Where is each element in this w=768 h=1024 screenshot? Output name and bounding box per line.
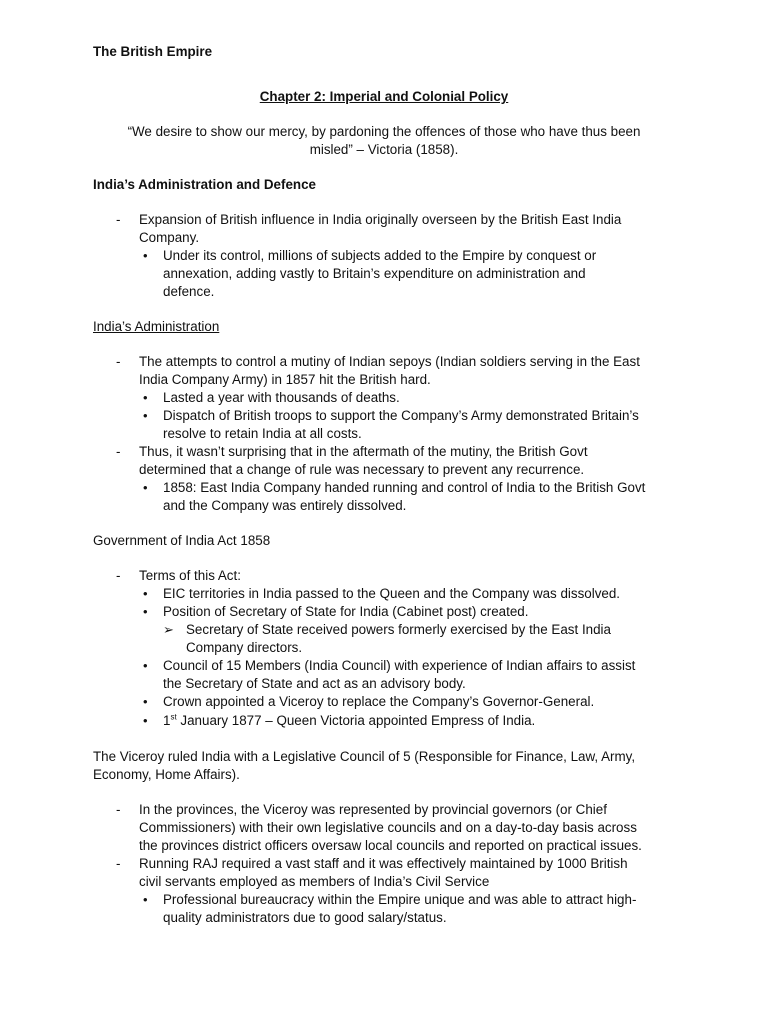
list-item-text: Company. [139,230,200,245]
list-item-text: the Secretary of State and act as an advisory body. [163,676,466,691]
list-item-text: Expansion of British influence in India originally overseen by the British East India [139,212,622,227]
list-item-text: India Company Army) in 1857 hit the British hard. [139,372,431,387]
bullet-marker: • [143,248,148,263]
bullet-marker: • [143,586,148,601]
list-item-text: Professional bureaucracy within the Empire unique and was able to attract high- [163,892,637,907]
list-item-text: the provinces district officers oversaw local councils and reported on practical issues. [139,838,642,853]
list-item-text: Under its control, millions of subjects added to the Empire by conquest or [163,248,597,263]
list-item-text: civil servants employed as members of India’s Civil Service [139,874,490,889]
paragraph-line: The Viceroy ruled India with a Legislative Council of 5 (Responsible for Finance, Law, Army, [93,749,636,764]
bullet-marker: • [143,480,148,495]
bullet-marker: • [143,408,148,423]
list-item-text: 1858: East India Company handed running and control of India to the British Govt [163,480,646,495]
list-item-text: Running RAJ required a vast staff and it was effectively maintained by 1000 British [139,856,628,871]
paragraph-line: Economy, Home Affairs). [93,767,240,782]
section-heading-act: Government of India Act 1858 [93,533,271,548]
dash-marker: - [116,354,121,369]
list-item-text: Position of Secretary of State for India (Cabinet post) created. [163,604,529,619]
list-item-text: resolve to retain India at all costs. [163,426,362,441]
list-item-text: Dispatch of British troops to support the Company’s Army demonstrated Britain’s [163,408,639,423]
dash-marker: - [116,212,121,227]
list-item-text: The attempts to control a mutiny of Indian sepoys (Indian soldiers serving in the East [139,354,640,369]
dash-marker: - [116,444,121,459]
document-header-title: The British Empire [93,44,213,59]
list-item-text: Company directors. [186,640,303,655]
bullet-marker: • [143,713,148,728]
list-item-text: Council of 15 Members (India Council) with experience of Indian affairs to assist [163,658,636,673]
list-item-text: Secretary of State received powers formerly exercised by the East India [186,622,611,637]
list-item-text: Commissioners) with their own legislative councils and on a day-to-day basis across [139,820,637,835]
quote-line-2: misled” – Victoria (1858). [309,142,459,157]
bullet-marker: • [143,892,148,907]
list-item-text: Thus, it wasn’t surprising that in the aftermath of the mutiny, the British Govt [139,444,588,459]
date-ordinal-suffix: st [170,712,177,722]
quote-line-1: “We desire to show our mercy, by pardoning the offences of those who have thus been [127,124,641,139]
list-item-text: In the provinces, the Viceroy was represented by provincial governors (or Chief [139,802,607,817]
bullet-marker: • [143,390,148,405]
dash-marker: - [116,856,121,871]
arrow-marker: ➢ [163,622,174,637]
list-item-text: annexation, adding vastly to Britain’s expenditure on administration and [163,266,586,281]
section-heading-administration: India’s Administration [93,319,220,334]
dash-marker: - [116,568,121,583]
list-item-text: EIC territories in India passed to the Queen and the Company was dissolved. [163,586,621,601]
bullet-marker: • [143,604,148,619]
dash-marker: - [116,802,121,817]
list-item-text: and the Company was entirely dissolved. [163,498,407,513]
chapter-title: Chapter 2: Imperial and Colonial Policy [259,89,509,104]
list-item-text: quality administrators due to good salary/status. [163,910,447,925]
list-item-text: Lasted a year with thousands of deaths. [163,390,400,405]
bullet-marker: • [143,658,148,673]
bullet-marker: • [143,694,148,709]
list-item-text: determined that a change of rule was necessary to prevent any recurrence. [139,462,585,477]
list-item-text: Terms of this Act: [139,568,241,583]
list-item-text [163,712,535,730]
date-rest-text: January 1877 – Queen Victoria appointed Empress of India. [176,713,536,728]
date-number: 1 [163,713,171,728]
section-heading-defence: India’s Administration and Defence [93,177,316,192]
list-item-text: defence. [163,284,215,299]
list-item-text: Crown appointed a Viceroy to replace the Company’s Governor-General. [163,694,595,709]
